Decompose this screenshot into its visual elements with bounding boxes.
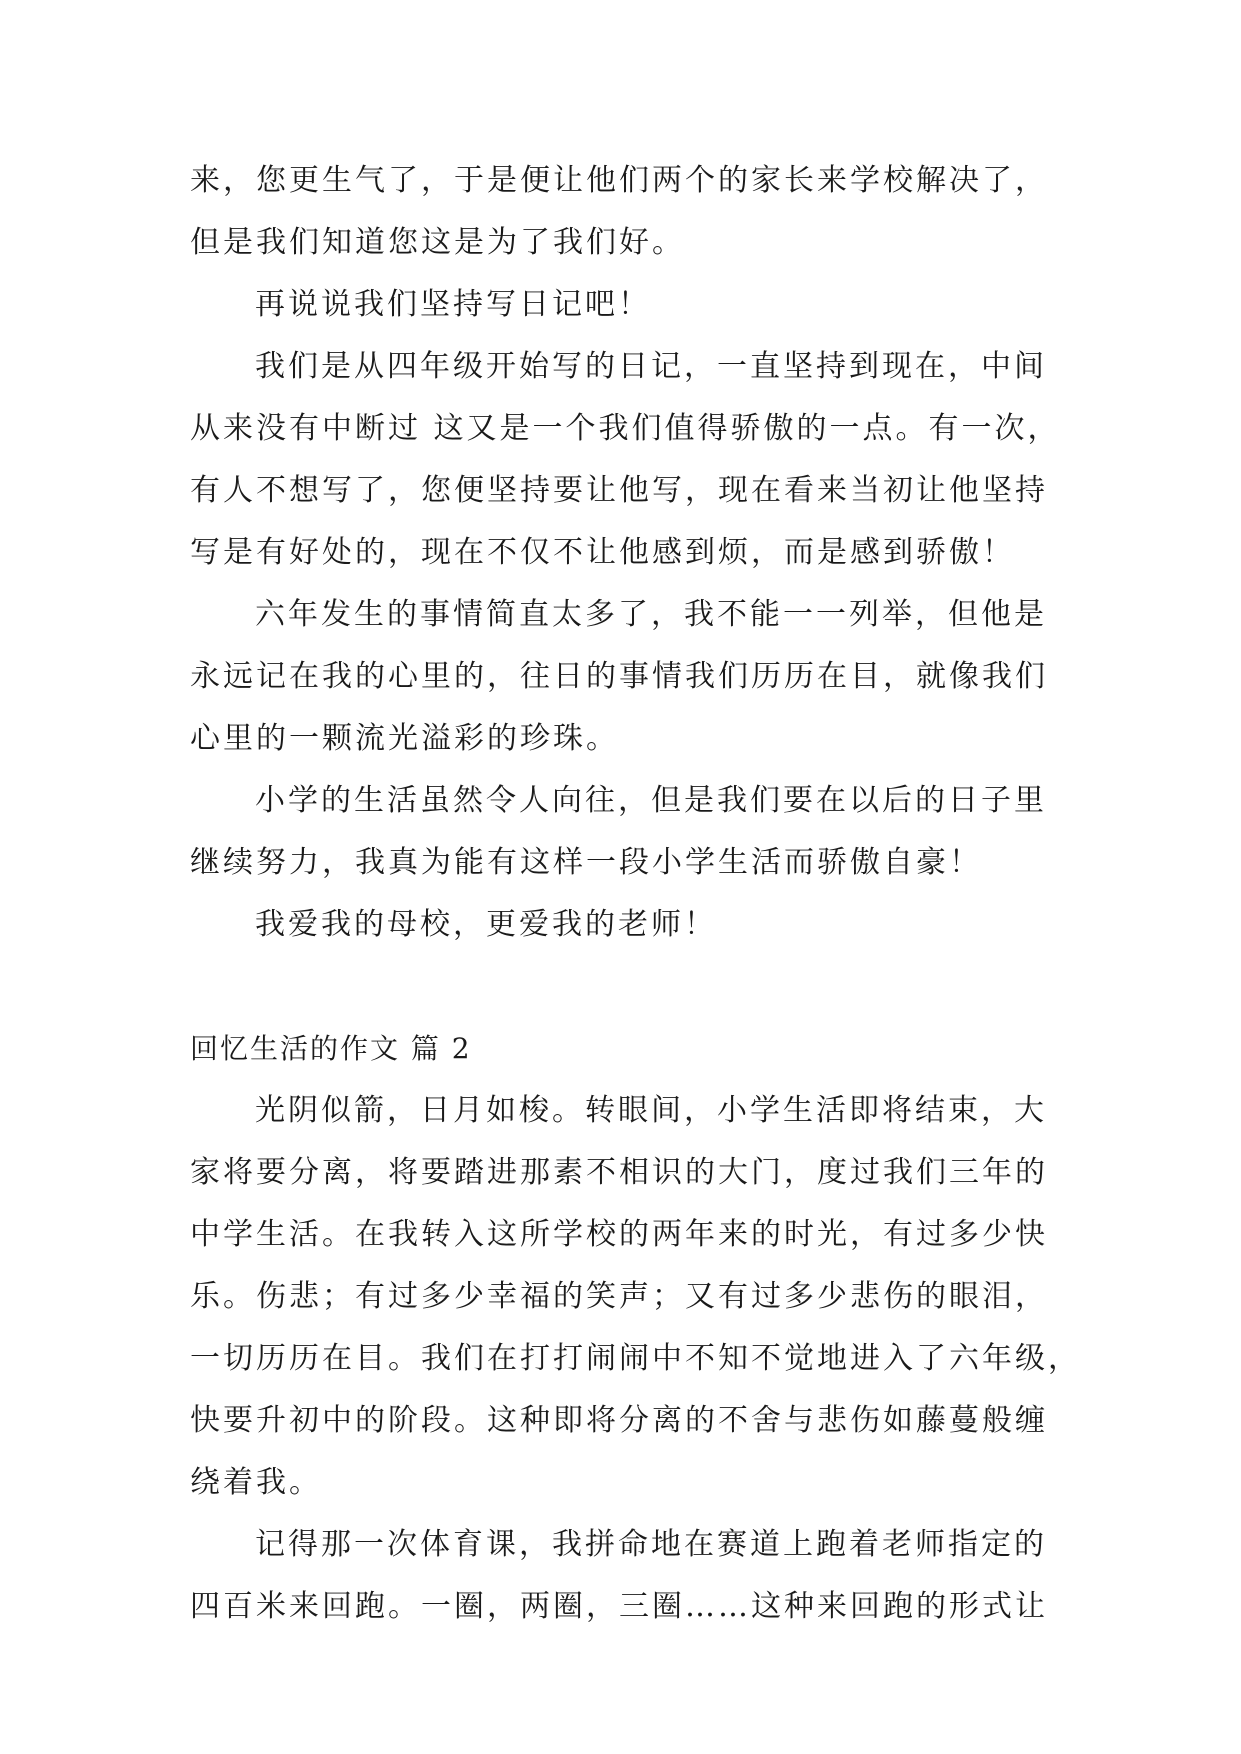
text-line: 从来没有中断过 这又是一个我们值得骄傲的一点。有一次，	[190, 411, 1061, 446]
text-line: 小学的生活虽然令人向往，但是我们要在以后的日子里	[255, 783, 1047, 818]
paragraph	[190, 274, 1050, 336]
text-line: 光阴似箭，日月如梭。转眼间，小学生活即将结束，大	[255, 1093, 1047, 1128]
paragraph	[190, 150, 1050, 274]
text-line: 六年发生的事情简直太多了，我不能一一列举，但他是	[255, 597, 1047, 632]
text-line: 但是我们知道您这是为了我们好。	[190, 225, 685, 260]
paragraph	[190, 584, 1050, 770]
text-line: 继续努力，我真为能有这样一段小学生活而骄傲自豪！	[190, 845, 982, 880]
text-line: 四百米来回跑。一圈，两圈，三圈……这种来回跑的形式让	[190, 1589, 1048, 1624]
text-line: 有人不想写了，您便坚持要让他写，现在看来当初让他坚持	[190, 473, 1048, 508]
document-page	[190, 150, 1081, 1638]
text-line: 来，您更生气了，于是便让他们两个的家长来学校解决了，	[190, 163, 1048, 198]
text-line: 写是有好处的，现在不仅不让他感到烦，而是感到骄傲！	[190, 535, 1015, 570]
text-line: 再说说我们坚持写日记吧！	[255, 287, 651, 322]
text-line: 绕着我。	[190, 1465, 322, 1500]
text-line: 记得那一次体育课，我拼命地在赛道上跑着老师指定的	[255, 1527, 1047, 1562]
paragraph	[190, 1514, 1050, 1638]
text-line: 我们是从四年级开始写的日记，一直坚持到现在，中间	[255, 349, 1047, 384]
section-spacer	[190, 956, 1050, 1018]
text-line: 一切历历在目。我们在打打闹闹中不知不觉地进入了六年级，	[190, 1341, 1081, 1376]
paragraph	[190, 894, 1050, 956]
text-line: 家将要分离，将要踏进那素不相识的大门，度过我们三年的	[190, 1155, 1048, 1190]
text-line: 心里的一颗流光溢彩的珍珠。	[190, 721, 619, 756]
paragraph	[190, 336, 1061, 584]
paragraph	[190, 1080, 1081, 1514]
text-line: 永远记在我的心里的，往日的事情我们历历在目，就像我们	[190, 659, 1048, 694]
text-line: 中学生活。在我转入这所学校的两年来的时光，有过多少快	[190, 1217, 1048, 1252]
section-heading: 回忆生活的作文 篇 2	[190, 1032, 472, 1065]
paragraph	[190, 770, 1050, 894]
text-line: 我爱我的母校，更爱我的老师！	[255, 907, 717, 942]
text-line: 快要升初中的阶段。这种即将分离的不舍与悲伤如藤蔓般缠	[190, 1403, 1048, 1438]
text-line: 乐。伤悲；有过多少幸福的笑声；又有过多少悲伤的眼泪，	[190, 1279, 1048, 1314]
